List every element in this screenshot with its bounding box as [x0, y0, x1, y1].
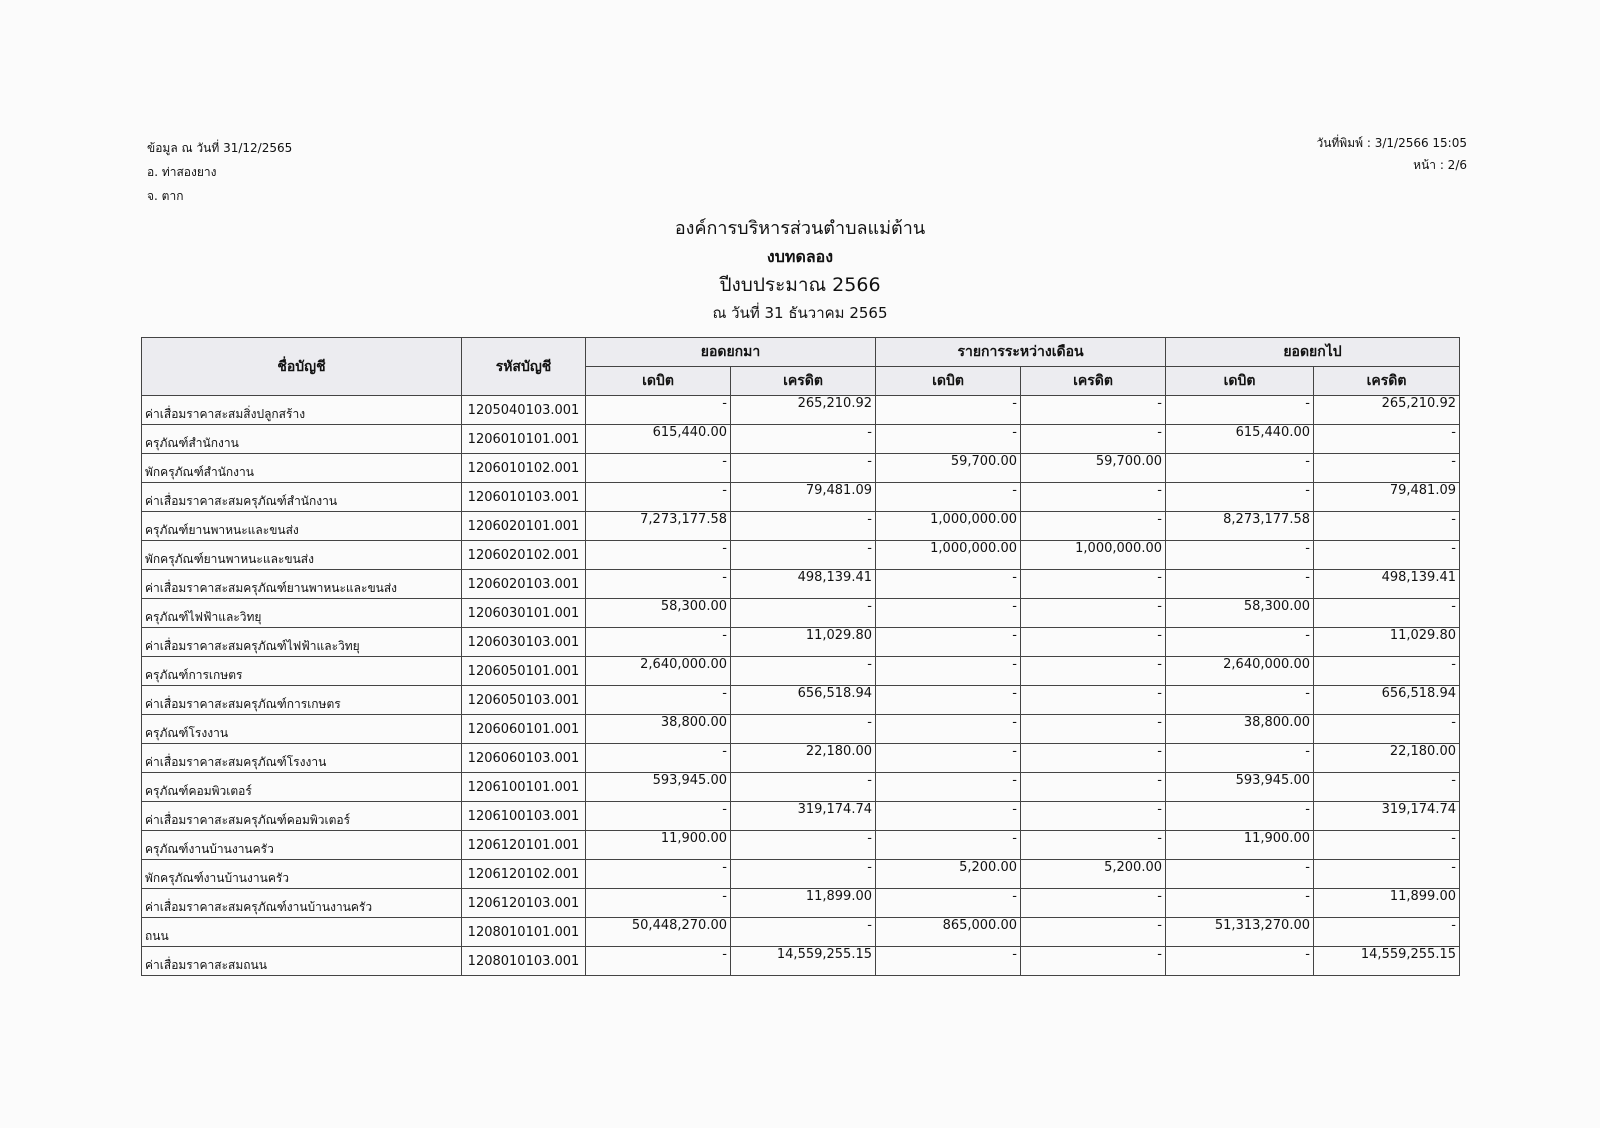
table-row — [142, 773, 1460, 802]
bf-debit-cell: - — [586, 483, 731, 512]
bf-credit-cell: - — [731, 454, 876, 483]
bf-credit-cell: 11,029.80 — [731, 628, 876, 657]
cf-credit-cell: - — [1314, 425, 1460, 454]
table-row — [142, 454, 1460, 483]
cf-debit-cell: 593,945.00 — [1166, 773, 1314, 802]
cf-credit-cell: 22,180.00 — [1314, 744, 1460, 773]
month-credit-cell: 5,200.00 — [1021, 860, 1166, 889]
month-debit-cell: 865,000.00 — [876, 918, 1021, 947]
cf-debit-cell: 51,313,270.00 — [1166, 918, 1314, 947]
report-header-left — [147, 136, 292, 208]
bf-debit-cell: 50,448,270.00 — [586, 918, 731, 947]
account-name-cell: ครุภัณฑ์สำนักงาน — [142, 425, 462, 454]
account-code-cell: 1208010103.001 — [462, 947, 586, 976]
header-credit: เครดิต — [731, 367, 876, 396]
header-during-month: รายการระหว่างเดือน — [876, 338, 1166, 367]
bf-debit-cell: - — [586, 802, 731, 831]
account-name-cell: ค่าเสื่อมราคาสะสมครุภัณฑ์งานบ้านงานครัว — [142, 889, 462, 918]
month-credit-cell: - — [1021, 657, 1166, 686]
bf-credit-cell: 265,210.92 — [731, 396, 876, 425]
cf-credit-cell: - — [1314, 599, 1460, 628]
account-code-cell: 1208010101.001 — [462, 918, 586, 947]
month-credit-cell: - — [1021, 831, 1166, 860]
account-code-cell: 1206010101.001 — [462, 425, 586, 454]
bf-credit-cell: - — [731, 831, 876, 860]
account-name-cell: ค่าเสื่อมราคาสะสมครุภัณฑ์ยานพาหนะและขนส่ง — [142, 570, 462, 599]
bf-debit-cell: - — [586, 570, 731, 599]
table-row — [142, 715, 1460, 744]
header-debit: เดบิต — [876, 367, 1021, 396]
cf-debit-cell: 58,300.00 — [1166, 599, 1314, 628]
cf-debit-cell: 11,900.00 — [1166, 831, 1314, 860]
bf-credit-cell: - — [731, 657, 876, 686]
bf-debit-cell: - — [586, 686, 731, 715]
cf-credit-cell: 319,174.74 — [1314, 802, 1460, 831]
cf-credit-cell: - — [1314, 512, 1460, 541]
bf-credit-cell: - — [731, 860, 876, 889]
month-credit-cell: - — [1021, 802, 1166, 831]
table-row — [142, 512, 1460, 541]
cf-debit-cell: - — [1166, 860, 1314, 889]
cf-credit-cell: 14,559,255.15 — [1314, 947, 1460, 976]
cf-debit-cell: - — [1166, 628, 1314, 657]
month-debit-cell: - — [876, 715, 1021, 744]
bf-debit-cell: 593,945.00 — [586, 773, 731, 802]
account-name-cell: ครุภัณฑ์โรงงาน — [142, 715, 462, 744]
account-name-cell: พักครุภัณฑ์ยานพาหนะและขนส่ง — [142, 541, 462, 570]
month-credit-cell: - — [1021, 512, 1166, 541]
cf-credit-cell: 11,029.80 — [1314, 628, 1460, 657]
month-debit-cell: 59,700.00 — [876, 454, 1021, 483]
account-name-cell: ครุภัณฑ์ไฟฟ้าและวิทยุ — [142, 599, 462, 628]
cf-debit-cell: - — [1166, 889, 1314, 918]
bf-credit-cell: 498,139.41 — [731, 570, 876, 599]
cf-credit-cell: 79,481.09 — [1314, 483, 1460, 512]
table-row — [142, 947, 1460, 976]
bf-debit-cell: 2,640,000.00 — [586, 657, 731, 686]
month-credit-cell: - — [1021, 715, 1166, 744]
month-credit-cell: 59,700.00 — [1021, 454, 1166, 483]
month-debit-cell: - — [876, 425, 1021, 454]
table-row — [142, 396, 1460, 425]
cf-credit-cell: 11,899.00 — [1314, 889, 1460, 918]
bf-credit-cell: - — [731, 773, 876, 802]
account-code-cell: 1206020103.001 — [462, 570, 586, 599]
data-date-label: ข้อมูล ณ วันที่ 31/12/2565 — [147, 141, 293, 155]
cf-debit-cell: 8,273,177.58 — [1166, 512, 1314, 541]
month-debit-cell: - — [876, 396, 1021, 425]
cf-debit-cell: - — [1166, 686, 1314, 715]
month-debit-cell: - — [876, 889, 1021, 918]
month-debit-cell: - — [876, 831, 1021, 860]
account-code-cell: 1206100103.001 — [462, 802, 586, 831]
bf-debit-cell: - — [586, 860, 731, 889]
header-credit: เครดิต — [1021, 367, 1166, 396]
cf-debit-cell: - — [1166, 396, 1314, 425]
as-of-date-title: ณ วันที่ 31 ธันวาคม 2565 — [712, 304, 888, 322]
bf-credit-cell: - — [731, 599, 876, 628]
cf-credit-cell: - — [1314, 860, 1460, 889]
account-code-cell: 1206050103.001 — [462, 686, 586, 715]
cf-credit-cell: - — [1314, 918, 1460, 947]
table-row — [142, 686, 1460, 715]
bf-debit-cell: 11,900.00 — [586, 831, 731, 860]
cf-debit-cell: - — [1166, 541, 1314, 570]
table-row — [142, 425, 1460, 454]
account-code-cell: 1206030101.001 — [462, 599, 586, 628]
account-name-cell: ครุภัณฑ์คอมพิวเตอร์ — [142, 773, 462, 802]
report-titles — [0, 215, 1600, 327]
header-debit: เดบิต — [586, 367, 731, 396]
cf-debit-cell: - — [1166, 570, 1314, 599]
cf-credit-cell: - — [1314, 831, 1460, 860]
account-name-cell: ค่าเสื่อมราคาสะสมครุภัณฑ์ไฟฟ้าและวิทยุ — [142, 628, 462, 657]
bf-debit-cell: - — [586, 541, 731, 570]
bf-credit-cell: 79,481.09 — [731, 483, 876, 512]
month-debit-cell: 1,000,000.00 — [876, 512, 1021, 541]
table-row — [142, 889, 1460, 918]
account-name-cell: ถนน — [142, 918, 462, 947]
cf-credit-cell: 265,210.92 — [1314, 396, 1460, 425]
cf-debit-cell: - — [1166, 947, 1314, 976]
account-code-cell: 1206020101.001 — [462, 512, 586, 541]
table-row — [142, 628, 1460, 657]
bf-credit-cell: - — [731, 918, 876, 947]
account-name-cell: ค่าเสื่อมราคาสะสมครุภัณฑ์การเกษตร — [142, 686, 462, 715]
cf-debit-cell: - — [1166, 744, 1314, 773]
month-credit-cell: - — [1021, 686, 1166, 715]
bf-credit-cell: 11,899.00 — [731, 889, 876, 918]
print-date-label: วันที่พิมพ์ : 3/1/2566 15:05 — [1316, 136, 1467, 150]
bf-credit-cell: - — [731, 715, 876, 744]
header-carried-forward: ยอดยกไป — [1166, 338, 1460, 367]
month-credit-cell: - — [1021, 483, 1166, 512]
month-debit-cell: - — [876, 628, 1021, 657]
bf-debit-cell: 38,800.00 — [586, 715, 731, 744]
month-credit-cell: - — [1021, 425, 1166, 454]
table-row — [142, 657, 1460, 686]
report-header-right — [1316, 132, 1467, 176]
month-debit-cell: - — [876, 744, 1021, 773]
cf-credit-cell: - — [1314, 454, 1460, 483]
account-code-cell: 1206120101.001 — [462, 831, 586, 860]
header-credit: เครดิต — [1314, 367, 1460, 396]
month-credit-cell: - — [1021, 396, 1166, 425]
header-account-name: ชื่อบัญชี — [142, 338, 462, 396]
bf-debit-cell: - — [586, 628, 731, 657]
header-account-code: รหัสบัญชี — [462, 338, 586, 396]
account-code-cell: 1206020102.001 — [462, 541, 586, 570]
month-debit-cell: - — [876, 686, 1021, 715]
cf-credit-cell: 656,518.94 — [1314, 686, 1460, 715]
header-debit: เดบิต — [1166, 367, 1314, 396]
table-row — [142, 744, 1460, 773]
fiscal-year-title: ปีงบประมาณ 2566 — [719, 274, 881, 296]
bf-credit-cell: - — [731, 541, 876, 570]
account-name-cell: ค่าเสื่อมราคาสะสมครุภัณฑ์สำนักงาน — [142, 483, 462, 512]
account-name-cell: ครุภัณฑ์ยานพาหนะและขนส่ง — [142, 512, 462, 541]
cf-debit-cell: 615,440.00 — [1166, 425, 1314, 454]
month-debit-cell: - — [876, 657, 1021, 686]
table-row — [142, 541, 1460, 570]
account-name-cell: พักครุภัณฑ์งานบ้านงานครัว — [142, 860, 462, 889]
account-name-cell: ครุภัณฑ์งานบ้านงานครัว — [142, 831, 462, 860]
cf-credit-cell: - — [1314, 715, 1460, 744]
table-row — [142, 802, 1460, 831]
account-name-cell: ค่าเสื่อมราคาสะสมสิ่งปลูกสร้าง — [142, 396, 462, 425]
bf-credit-cell: 14,559,255.15 — [731, 947, 876, 976]
table-row — [142, 860, 1460, 889]
month-credit-cell: - — [1021, 773, 1166, 802]
province-label: จ. ตาก — [147, 189, 184, 203]
bf-debit-cell: 615,440.00 — [586, 425, 731, 454]
month-debit-cell: - — [876, 802, 1021, 831]
account-name-cell: พักครุภัณฑ์สำนักงาน — [142, 454, 462, 483]
month-debit-cell: 1,000,000.00 — [876, 541, 1021, 570]
bf-credit-cell: 319,174.74 — [731, 802, 876, 831]
header-brought-forward: ยอดยกมา — [586, 338, 876, 367]
month-debit-cell: 5,200.00 — [876, 860, 1021, 889]
bf-debit-cell: 58,300.00 — [586, 599, 731, 628]
bf-credit-cell: 656,518.94 — [731, 686, 876, 715]
account-name-cell: ครุภัณฑ์การเกษตร — [142, 657, 462, 686]
report-title: งบทดลอง — [766, 247, 834, 266]
month-debit-cell: - — [876, 773, 1021, 802]
table-row — [142, 831, 1460, 860]
month-credit-cell: - — [1021, 947, 1166, 976]
month-credit-cell: - — [1021, 628, 1166, 657]
cf-debit-cell: 2,640,000.00 — [1166, 657, 1314, 686]
trial-balance-table — [141, 337, 1460, 976]
cf-credit-cell: - — [1314, 773, 1460, 802]
account-code-cell: 1206010103.001 — [462, 483, 586, 512]
table-row — [142, 599, 1460, 628]
cf-debit-cell: 38,800.00 — [1166, 715, 1314, 744]
month-credit-cell: - — [1021, 918, 1166, 947]
bf-debit-cell: - — [586, 454, 731, 483]
account-code-cell: 1206050101.001 — [462, 657, 586, 686]
bf-debit-cell: - — [586, 744, 731, 773]
bf-debit-cell: - — [586, 889, 731, 918]
month-credit-cell: - — [1021, 599, 1166, 628]
bf-credit-cell: - — [731, 425, 876, 454]
table-row — [142, 918, 1460, 947]
account-name-cell: ค่าเสื่อมราคาสะสมถนน — [142, 947, 462, 976]
month-debit-cell: - — [876, 599, 1021, 628]
cf-credit-cell: 498,139.41 — [1314, 570, 1460, 599]
month-debit-cell: - — [876, 570, 1021, 599]
cf-debit-cell: - — [1166, 454, 1314, 483]
bf-credit-cell: - — [731, 512, 876, 541]
table-row — [142, 570, 1460, 599]
account-code-cell: 1206120103.001 — [462, 889, 586, 918]
bf-debit-cell: 7,273,177.58 — [586, 512, 731, 541]
cf-credit-cell: - — [1314, 657, 1460, 686]
account-code-cell: 1206030103.001 — [462, 628, 586, 657]
account-code-cell: 1206060101.001 — [462, 715, 586, 744]
account-code-cell: 1206060103.001 — [462, 744, 586, 773]
account-name-cell: ค่าเสื่อมราคาสะสมครุภัณฑ์คอมพิวเตอร์ — [142, 802, 462, 831]
page-number-label: หน้า : 2/6 — [1413, 158, 1467, 172]
month-debit-cell: - — [876, 483, 1021, 512]
table-row — [142, 483, 1460, 512]
cf-debit-cell: - — [1166, 802, 1314, 831]
bf-credit-cell: 22,180.00 — [731, 744, 876, 773]
bf-debit-cell: - — [586, 396, 731, 425]
month-credit-cell: - — [1021, 889, 1166, 918]
cf-debit-cell: - — [1166, 483, 1314, 512]
account-code-cell: 1206120102.001 — [462, 860, 586, 889]
account-code-cell: 1206100101.001 — [462, 773, 586, 802]
month-credit-cell: - — [1021, 570, 1166, 599]
account-code-cell: 1206010102.001 — [462, 454, 586, 483]
month-credit-cell: - — [1021, 744, 1166, 773]
table-body — [142, 396, 1460, 976]
month-credit-cell: 1,000,000.00 — [1021, 541, 1166, 570]
month-debit-cell: - — [876, 947, 1021, 976]
account-code-cell: 1205040103.001 — [462, 396, 586, 425]
account-name-cell: ค่าเสื่อมราคาสะสมครุภัณฑ์โรงงาน — [142, 744, 462, 773]
cf-credit-cell: - — [1314, 541, 1460, 570]
bf-debit-cell: - — [586, 947, 731, 976]
district-label: อ. ท่าสองยาง — [147, 165, 217, 179]
organization-title: องค์การบริหารส่วนตำบลแม่ต้าน — [674, 218, 926, 239]
